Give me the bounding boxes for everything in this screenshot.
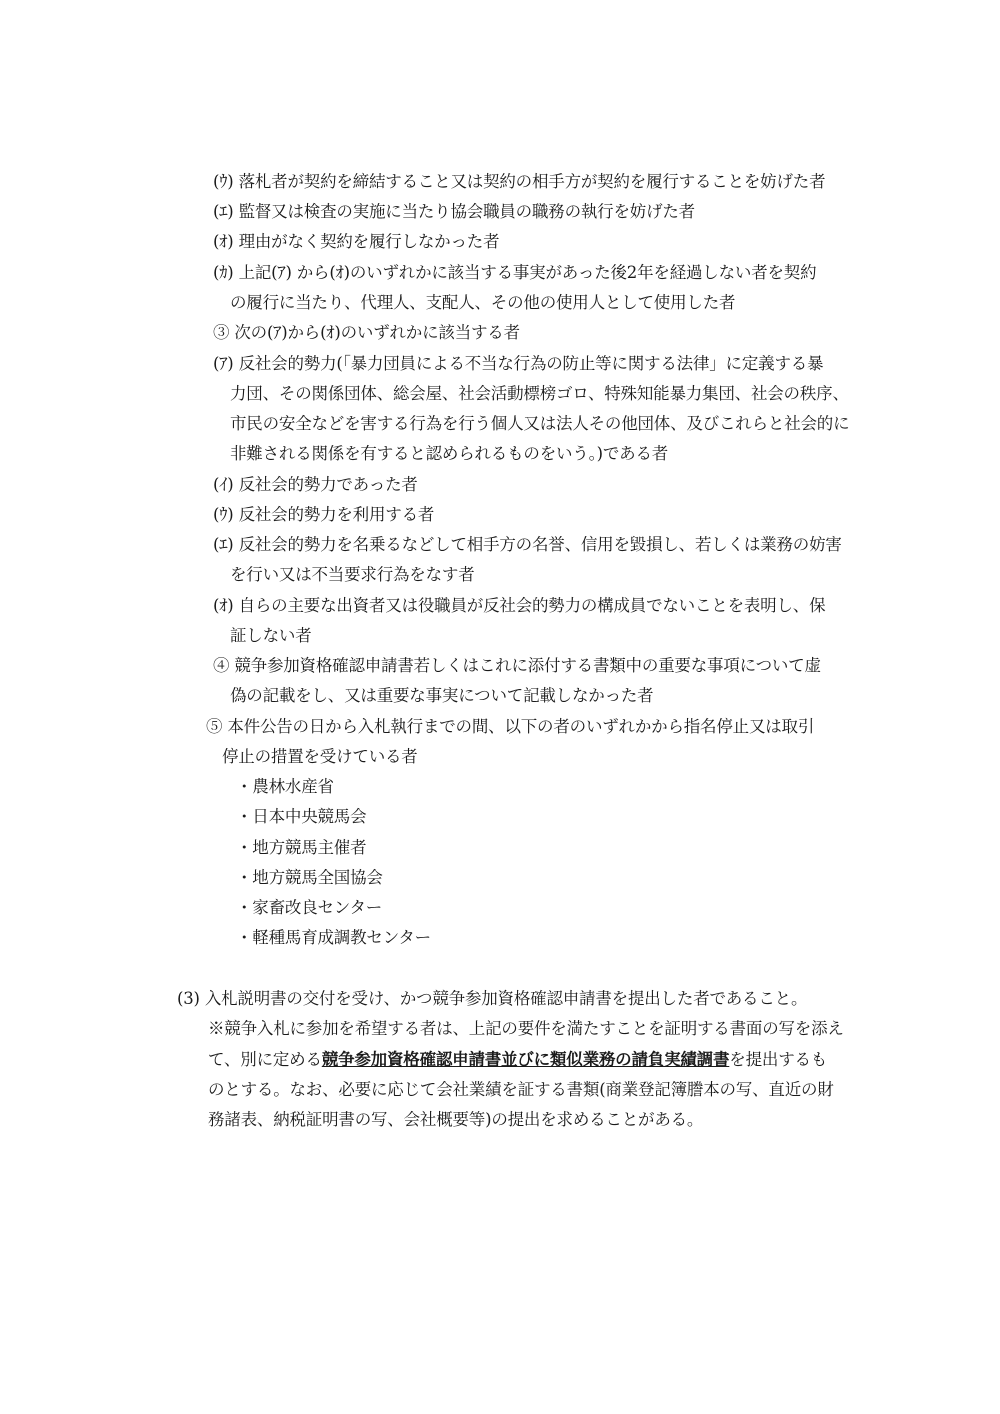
note-line3: のとする。なお、必要に応じて会社業績を証する書類(商業登記簿謄本の写、直近の財 [208, 1080, 834, 1099]
item-4-line2: 偽の記載をし、又は重要な事実について記載しなかった者 [230, 686, 654, 705]
item-e-2-line1: (ｴ) 反社会的勢力を名乗るなどして相手方の名誉、信用を毀損し、若しくは業務の妨害 [213, 535, 842, 554]
item-4-line1: ④ 競争参加資格確認申請書若しくはこれに添付する書類中の重要な事項について虚 [213, 656, 821, 675]
item-ka-line2: の履行に当たり、代理人、支配人、その他の使用人として使用した者 [230, 293, 736, 312]
note-line2-pre: て、別に定める [208, 1050, 322, 1069]
item-a-line3: 市民の安全などを害する行為を行う個人又は法人その他団体、及びこれらと社会的に [230, 414, 850, 433]
item-ka-line1: (ｶ) 上記(ｱ) から(ｵ)のいずれかに該当する事実があった後2年を経過しない者を契約 [213, 263, 817, 282]
required-document-title: 競争参加資格確認申請書並びに類似業務の請負実績調書 [321, 1050, 730, 1069]
bullet-livestock-center: ・家畜改良センター [236, 898, 383, 917]
bullet-jra: ・日本中央競馬会 [236, 807, 367, 826]
item-a-line4: 非難される関係を有すると認められるものをいう。)である者 [230, 444, 669, 463]
item-o-2-line1: (ｵ) 自らの主要な出資者又は役職員が反社会的勢力の構成員でないことを表明し、保 [213, 596, 826, 615]
note-line2-post: を提出するも [729, 1050, 828, 1069]
item-o-2-line2: 証しない者 [230, 626, 312, 645]
item-e-1: (ｴ) 監督又は検査の実施に当たり協会職員の職務の執行を妨げた者 [213, 202, 695, 221]
item-u-2: (ｳ) 反社会的勢力を利用する者 [213, 505, 435, 524]
bullet-local-racing-organizers: ・地方競馬主催者 [236, 838, 367, 857]
item-a-line2: 力団、その関係団体、総会屋、社会活動標榜ゴロ、特殊知能暴力集団、社会の秩序、 [230, 384, 849, 403]
item-3: ③ 次の(ｱ)から(ｵ)のいずれかに該当する者 [213, 323, 520, 342]
note-line4: 務諸表、納税証明書の写、会社概要等)の提出を求めることがある。 [208, 1110, 704, 1129]
item-u-1: (ｳ) 落札者が契約を締結すること又は契約の相手方が契約を履行することを妨げた者 [213, 172, 826, 191]
bullet-nar: ・地方競馬全国協会 [236, 868, 383, 887]
note-line2 [208, 1049, 827, 1071]
section-3-heading: (3) 入札説明書の交付を受け、かつ競争参加資格確認申請書を提出した者であること。 [177, 989, 808, 1008]
bullet-maff: ・農林水産省 [236, 777, 334, 796]
item-i: (ｲ) 反社会的勢力であった者 [213, 475, 418, 494]
item-5-line2: 停止の措置を受けている者 [222, 747, 418, 766]
bullet-light-horse-center: ・軽種馬育成調教センター [236, 928, 431, 947]
note-line1: ※競争入札に参加を希望する者は、上記の要件を満たすことを証明する書面の写を添え [208, 1019, 844, 1038]
item-e-2-line2: を行い又は不当要求行為をなす者 [230, 565, 475, 584]
item-5-line1: ⑤ 本件公告の日から入札執行までの間、以下の者のいずれかから指名停止又は取引 [206, 717, 815, 736]
item-o-1: (ｵ) 理由がなく契約を履行しなかった者 [213, 232, 500, 251]
item-a-line1: (ｱ) 反社会的勢力(「暴力団員による不当な行為の防止等に関する法律」に定義する暴 [213, 354, 824, 373]
